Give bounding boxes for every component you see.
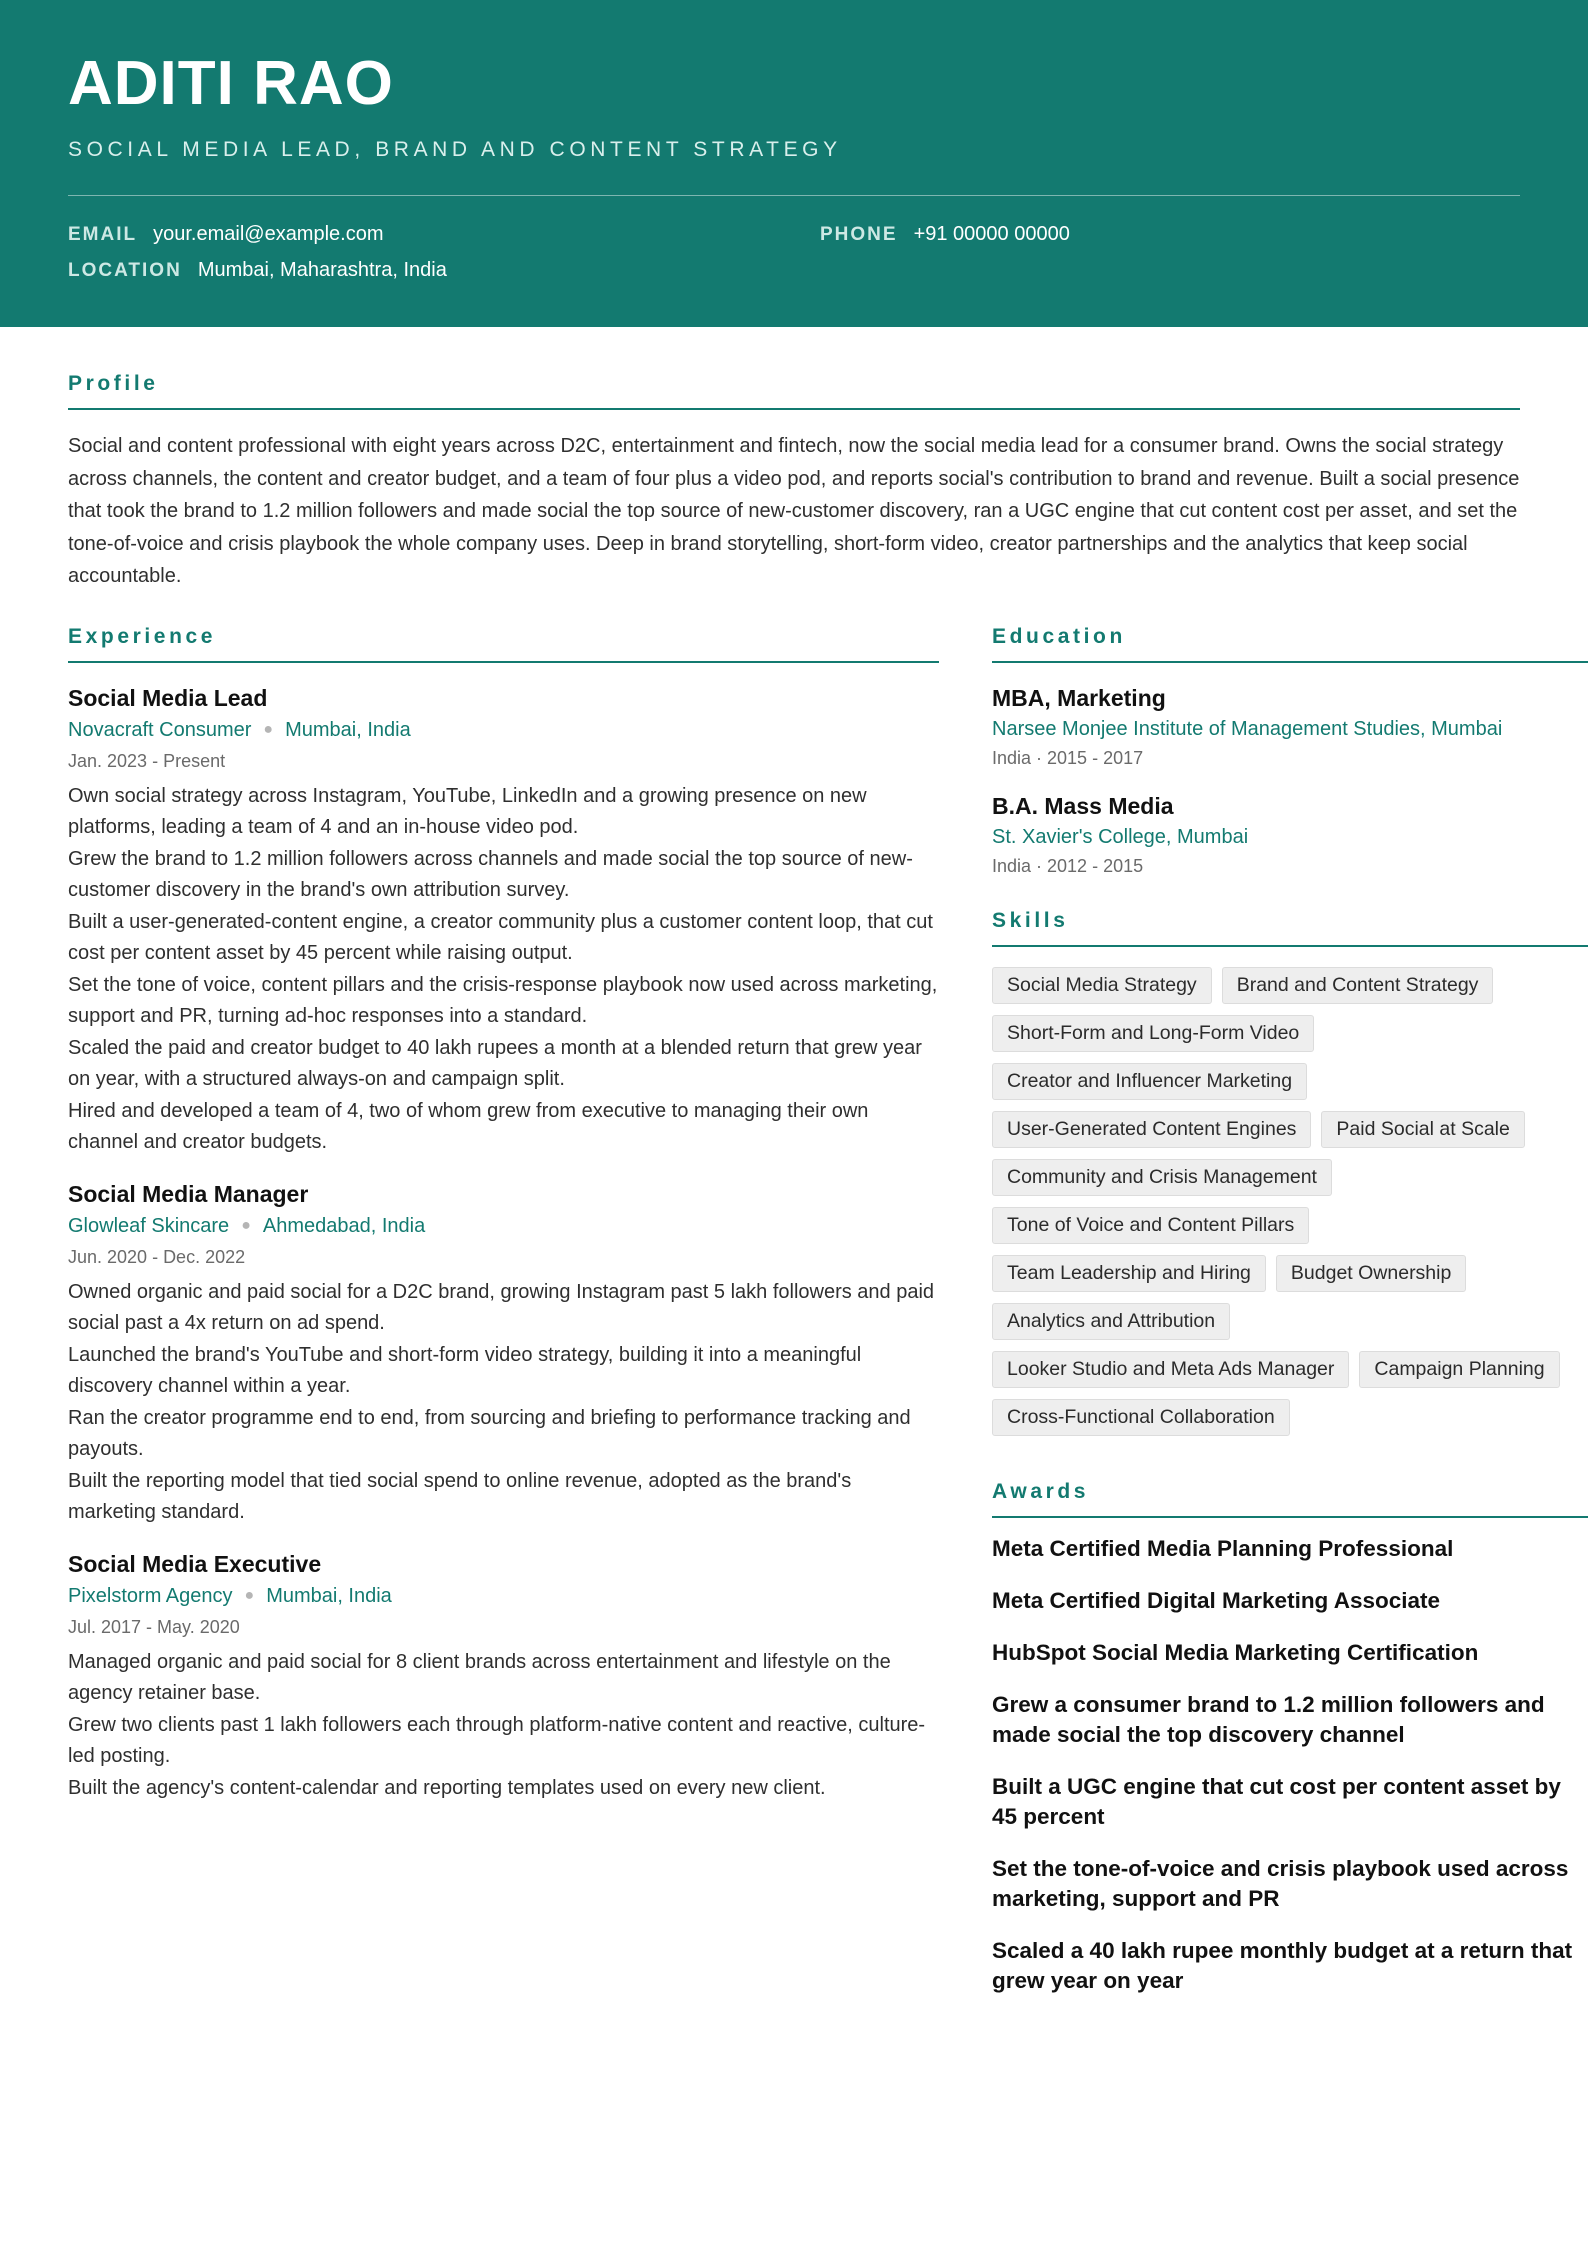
job-bullet: Built a user-generated-content engine, a creator community plus a customer content loop, that cut cost per content asset by 45 percent while raising output.	[68, 910, 933, 964]
skill-chip: Paid Social at Scale	[1321, 1111, 1524, 1148]
skill-chip: Short-Form and Long-Form Video	[992, 1015, 1314, 1052]
edu-school: St. Xavier's College, Mumbai	[992, 825, 1249, 848]
education-entry	[992, 791, 1588, 879]
skill-chip: Community and Crisis Management	[992, 1159, 1332, 1196]
experience-section	[68, 625, 939, 1805]
edu-school: Narsee Monjee Institute of Management Studies, Mumbai	[992, 717, 1503, 740]
candidate-role: SOCIAL MEDIA LEAD, BRAND AND CONTENT STRATEGY	[68, 138, 842, 161]
job-entry	[68, 1549, 939, 1805]
job-bullet: Scaled the paid and creator budget to 40 lakh rupees a month at a blended return that grew year on year, with a structured always-on and campaign split.	[68, 1036, 922, 1090]
candidate-name: ADITI RAO	[68, 49, 394, 118]
location-label: LOCATION	[68, 260, 182, 281]
job-company: Pixelstorm Agency	[68, 1584, 233, 1607]
job-location: Ahmedabad, India	[262, 1214, 426, 1237]
job-bullet: Built the agency's content-calendar and reporting templates used on every new client.	[68, 1776, 826, 1799]
job-title: Social Media Manager	[68, 1180, 309, 1207]
job-bullet: Owned organic and paid social for a D2C brand, growing Instagram past 5 lakh followers and paid social past a 4x return on ad spend.	[68, 1280, 935, 1334]
skill-chip: Cross-Functional Collaboration	[992, 1399, 1290, 1436]
job-company: Glowleaf Skincare	[68, 1214, 230, 1237]
awards-section	[992, 1480, 1588, 1996]
separator-dot-icon: ●	[244, 1586, 255, 1604]
email-label: EMAIL	[68, 224, 138, 245]
job-bullet: Hired and developed a team of 4, two of whom grew from executive to managing their own channel and creator budgets.	[68, 1099, 869, 1153]
contact-email	[68, 223, 384, 246]
separator-dot-icon: ●	[241, 1216, 251, 1234]
education-heading: Education	[992, 625, 1588, 663]
contact-location	[68, 259, 447, 282]
skill-chip: Creator and Influencer Marketing	[992, 1063, 1307, 1100]
job-location: Mumbai, India	[266, 1584, 392, 1607]
job-bullet: Built the reporting model that tied social spend to online revenue, adopted as the brand's marketing standard.	[68, 1469, 852, 1523]
skill-chip: Brand and Content Strategy	[1222, 967, 1494, 1004]
job-bullet: Ran the creator programme end to end, from sourcing and briefing to performance tracking and payouts.	[68, 1406, 911, 1460]
job-title: Social Media Lead	[68, 684, 268, 711]
skill-chip: Budget Ownership	[1276, 1255, 1466, 1292]
job-list	[68, 683, 939, 1805]
skill-chip: Team Leadership and Hiring	[992, 1255, 1266, 1292]
education-list	[992, 683, 1588, 879]
job-bullet: Launched the brand's YouTube and short-form video strategy, building it into a meaningful discovery channel within a year.	[68, 1343, 862, 1397]
award-item: Scaled a 40 lakh rupee monthly budget at a return that grew year on year	[992, 1937, 1573, 1993]
job-bullet: Managed organic and paid social for 8 client brands across entertainment and lifestyle on the agency retainer base.	[68, 1650, 891, 1704]
job-bullet: Set the tone of voice, content pillars and the crisis-response playbook now used across marketing, support and PR, turning ad-hoc responses into a standard.	[68, 973, 938, 1027]
skill-chip: Analytics and Attribution	[992, 1303, 1230, 1340]
job-location: Mumbai, India	[285, 718, 411, 741]
skill-chip: Tone of Voice and Content Pillars	[992, 1207, 1309, 1244]
email-value[interactable]: your.email@example.com	[153, 223, 384, 245]
resume-body	[0, 372, 1588, 1993]
education-section	[992, 625, 1588, 879]
profile-text: Social and content professional with eight years across D2C, entertainment and fintech, now the social media lead for a consumer brand. Owns the social strategy across channels, the content and creator budget, and a team of four plus a video pod, and reports social's contribution to brand and revenue. Built a social presence that took the brand to 1.2 million followers and made social the top source of new-customer discovery, ran a UGC engine that cut content cost per asset, and set the tone-of-voice and crisis playbook the whole company uses. Deep in brand storytelling, short-form video, creator partnerships and the analytics that keep social accountable.	[68, 435, 1520, 587]
job-bullet: Grew the brand to 1.2 million followers across channels and made social the top source of new-customer discovery in the brand's own attribution survey.	[68, 847, 913, 901]
sidebar-column	[992, 625, 1588, 1996]
skill-chip: Social Media Strategy	[992, 967, 1212, 1004]
edu-meta: India · 2015 - 2017	[992, 747, 1144, 768]
job-title: Social Media Executive	[68, 1550, 322, 1577]
job-bullet: Grew two clients past 1 lakh followers each through platform-native content and reactive, culture-led posting.	[68, 1713, 926, 1767]
awards-list	[992, 1534, 1588, 1996]
award-item: Set the tone-of-voice and crisis playbook used across marketing, support and PR	[992, 1855, 1569, 1911]
separator-dot-icon: ●	[263, 720, 274, 738]
skill-chip: User-Generated Content Engines	[992, 1111, 1311, 1148]
job-dates: Jan. 2023 - Present	[68, 750, 226, 771]
header-divider	[68, 195, 1520, 196]
phone-value[interactable]: +91 00000 00000	[913, 223, 1070, 245]
location-value: Mumbai, Maharashtra, India	[197, 259, 447, 281]
edu-degree: B.A. Mass Media	[992, 792, 1174, 819]
contact-phone	[820, 223, 1070, 246]
education-entry	[992, 683, 1588, 771]
edu-meta: India · 2012 - 2015	[992, 855, 1144, 876]
profile-heading: Profile	[68, 372, 1520, 410]
job-entry	[68, 683, 939, 1159]
skill-chip: Looker Studio and Meta Ads Manager	[992, 1351, 1349, 1388]
awards-heading: Awards	[992, 1480, 1588, 1518]
job-dates: Jun. 2020 - Dec. 2022	[68, 1246, 246, 1267]
profile-section	[68, 372, 1520, 593]
job-entry	[68, 1179, 939, 1529]
award-item: Built a UGC engine that cut cost per content asset by 45 percent	[992, 1773, 1561, 1829]
job-dates: Jul. 2017 - May. 2020	[68, 1616, 240, 1637]
skills-heading: Skills	[992, 909, 1588, 947]
contact-info	[68, 223, 1520, 303]
edu-degree: MBA, Marketing	[992, 684, 1166, 711]
skills-section	[992, 909, 1588, 1436]
skill-chip: Campaign Planning	[1359, 1351, 1559, 1388]
award-item: HubSpot Social Media Marketing Certification	[992, 1639, 1479, 1665]
experience-heading: Experience	[68, 625, 939, 663]
job-meta	[68, 1209, 939, 1245]
award-item: Grew a consumer brand to 1.2 million followers and made social the top discovery channel	[992, 1691, 1545, 1747]
award-item: Meta Certified Media Planning Professional	[992, 1535, 1454, 1561]
job-bullet: Own social strategy across Instagram, YouTube, LinkedIn and a growing presence on new platforms, leading a team of 4 and an in-house video pod.	[68, 784, 867, 838]
resume-header	[0, 0, 1588, 327]
skills-list	[992, 967, 1588, 1436]
job-meta	[68, 713, 939, 749]
award-item: Meta Certified Digital Marketing Associate	[992, 1587, 1441, 1613]
phone-label: PHONE	[820, 224, 898, 245]
job-meta	[68, 1579, 939, 1615]
job-company: Novacraft Consumer	[68, 718, 252, 741]
